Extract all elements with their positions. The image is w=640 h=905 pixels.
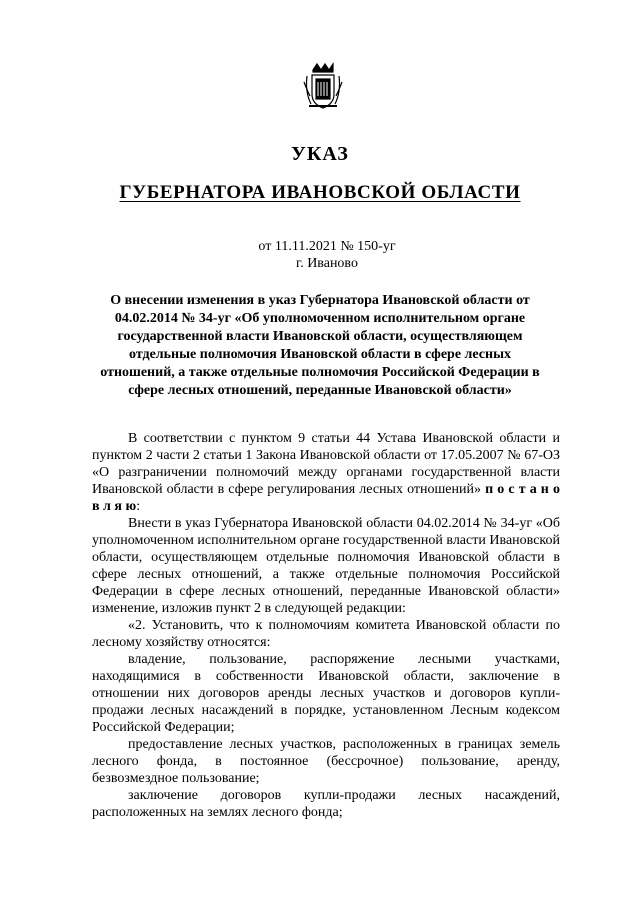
decree-word: п о с т а н о в л я ю bbox=[92, 482, 560, 514]
paragraph-preamble bbox=[92, 430, 560, 515]
paragraph-item-2: «2. Установить, что к полномочиям комитета Ивановской области по лесному хозяйству относятся: bbox=[92, 618, 560, 650]
city: г. Иваново bbox=[296, 256, 358, 271]
paragraph-amendment: Внести в указ Губернатора Ивановской области 04.02.2014 № 34-уг «Об уполномоченном исполнительном органе государственной власти Ивановской области, осуществляющем отдельные полномочия Ивановской области в сфере лесных отношений, а также отдельные полномочия Российской Федерации в сфере лесных отношений, переданные Ивановской области» изменение, изложив пункт 2 в следующей редакции: bbox=[92, 516, 560, 616]
coat-of-arms-icon bbox=[301, 62, 345, 110]
date-number: от 11.11.2021 № 150-уг bbox=[258, 239, 396, 254]
document-type-heading: УКАЗ bbox=[291, 143, 349, 165]
document-body bbox=[92, 430, 560, 821]
document-meta bbox=[0, 238, 640, 272]
paragraph-ownership: владение, пользование, распоряжение лесными участками, находящимися в собственности Ивановской области, заключение в отношении них договоров аренды лесных участков и договоров купли-продажи лесных насаждений в порядке, установленном Лесным кодексом Российской Федерации; bbox=[92, 652, 560, 735]
preamble-text: В соответствии с пунктом 9 статьи 44 Устава Ивановской области и пунктом 2 части 2 статьи 1 Закона Ивановской области от 17.05.2007 № 67-ОЗ «О разграничении полномочий между органами государственной власти Ивановской области в сфере регулирования лесных отношений» bbox=[92, 431, 560, 497]
authority-heading-text: ГУБЕРНАТОРА ИВАНОВСКОЙ ОБЛАСТИ bbox=[119, 182, 521, 203]
paragraph-contracts: заключение договоров купли-продажи лесных насаждений, расположенных на землях лесного фонда; bbox=[92, 788, 560, 820]
document-subject: О внесении изменения в указ Губернатора Ивановской области от 04.02.2014 № 34-уг «Об уполномоченном исполнительном органе государственной власти Ивановской области, осуществляющем отдельные полномочия Ивановской области в сфере лесных отношений, а также отдельные полномочия Российской Федерации в сфере лесных отношений, переданные Ивановской области» bbox=[100, 293, 540, 398]
authority-heading bbox=[0, 182, 640, 204]
paragraph-provision: предоставление лесных участков, расположенных в границах земель лесного фонда, в постоянное (бессрочное) пользование, аренду, безвозмездное пользование; bbox=[92, 737, 560, 786]
preamble-end: : bbox=[136, 499, 141, 514]
